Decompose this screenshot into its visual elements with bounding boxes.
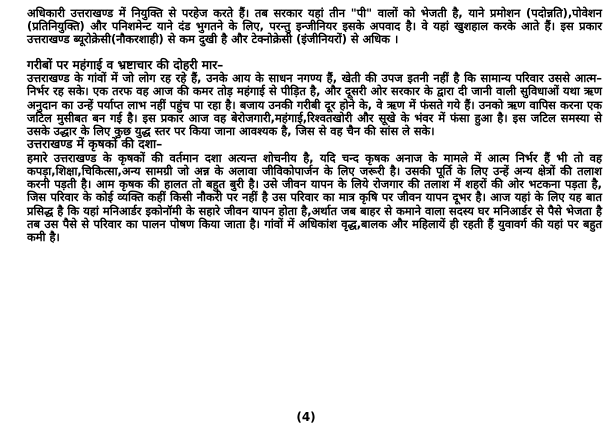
heading-farmers-condition: उत्तराखण्ड में कृषकों की दशा–: [27, 137, 163, 152]
section-gap: [27, 47, 602, 59]
paragraph-poverty: उत्तराखण्ड के गांवों में जो लोग रह रहे हैं, उनके आय के साधन नगण्य हैं, खेती की उपज इतनी नहीं है कि सामान्य परिवार उससे आत्म–निर्भर रह सके। एक तरफ वह आज की कमर तोड़ महंगाई से पीड़ित है, और दूसरी ओर सरकार के द्वारा दी जानी वाली सुविधाओं यथा ऋण अनुदान का उन्हें पर्याप्त लाभ नहीं पहुंच पा रहा है। बजाय उनकी गरीबी दूर होने के, वे ऋण में फंसते गये हैं। उनको ऋण वापिस करना एक जटिल मुसीबत बन गई है। इस प्रकार आज वह बेरोजगारी,महंगाई,रिश्वतखोरी और सूखे के भंवर में फंसा हुआ है। इस जटिल समस्या से उसके उद्धार के लिए कुछ युद्ध स्तर पर किया जाना आवश्यक है, जिस से वह चैन की सांस ले सके।: [27, 71, 602, 139]
paragraph-engineers: अधिकारी उत्तराखण्ड में नियुक्ति से परहेज करते हैं। तब सरकार यहां तीन "पी" वालों को भेजती है, याने प्रमोशन (पदोन्नति),पोवेशन (प्रतिनियुक्ति) और पनिशमेन्ट याने दंड भुगतने के लिए, परन्तु इन्जीनियर इसके अपवाद है। वे यहां खुशहाल करके आते हैं। इस प्रकार उत्तराखण्ड ब्यूरोक्रेसी(नौकरशाही) से कम दुखी है और टेक्नोक्रेसी (इंजीनियरों) से अधिक ।: [27, 6, 602, 47]
heading-inflation-corruption: गरीबों पर महंगाई व भ्रष्टाचार की दोहरी मार–: [27, 57, 224, 72]
page-number: (4): [296, 410, 316, 424]
paragraph-farmers: हमारे उत्तराखण्ड के कृषकों की वर्तमान दशा अत्यन्त शोचनीय है, यदि चन्द कृषक अनाज के मामले में आत्म निर्भर हैं भी तो वह कपड़ा,शिक्षा,चिकित्सा,अन्य सामग्री जो अन्न के अलावा जीविकोपार्जन के लिए जरूरी है। उसकी पूर्ति के लिए उन्हें अन्य क्षेत्रों की तलाश करनी पड़ती है। आम कृषक की हालत तो बहुत बुरी है। उसे जीवन यापन के लिये रोजगार की तलाश में शहरों की ओर भटकना पड़ता है, जिस परिवार के कोई व्यक्ति कहीं किसी नौकरी पर नहीं है उस परिवार का मात्र कृषि पर जीवन यापन दूभर है। आज यहां के लिए यह बात प्रसिद्ध है कि यहां मनिआर्डर इकोनॉमी के सहारे जीवन यापन होता है,अर्थात जब बाहर से कमाने वाला सदस्य घर मनिआर्डर से पैसे भेजता है तब उस पैसे से परिवार का पालन पोषण किया जाता है। गांवों में अधिकांश वृद्ध,बालक और महिलायें ही रहती हैं युवावर्ग की यहां पर बहुत कमी है।: [27, 150, 602, 245]
